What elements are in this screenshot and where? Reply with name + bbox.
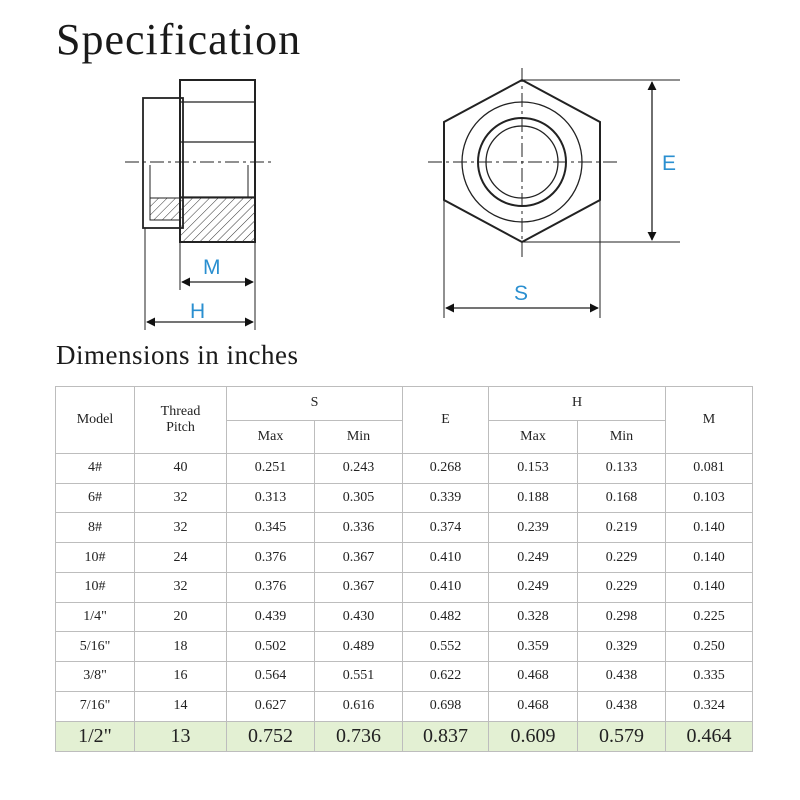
cell-pitch: 32 (135, 483, 227, 513)
cell-e: 0.410 (403, 572, 489, 602)
cell-h-max: 0.468 (489, 691, 578, 721)
cell-s-max: 0.313 (227, 483, 315, 513)
cell-h-max: 0.249 (489, 572, 578, 602)
s-dimension-label: S (514, 282, 529, 305)
col-header-s: S (227, 387, 403, 421)
cell-e: 0.698 (403, 691, 489, 721)
table-row (56, 662, 753, 692)
e-dimension-label: E (662, 152, 677, 175)
cell-h-min: 0.298 (578, 602, 666, 632)
thread-pitch-line1: Thread (160, 403, 201, 419)
cell-h-max: 0.468 (489, 662, 578, 692)
cell-m: 0.103 (666, 483, 753, 513)
nut-side-view (125, 80, 275, 330)
cell-s-max: 0.439 (227, 602, 315, 632)
cell-model: 7/16" (56, 691, 135, 721)
cell-e: 0.837 (403, 721, 489, 751)
cell-model: 1/2" (56, 721, 135, 751)
cell-s-min: 0.616 (315, 691, 403, 721)
col-header-m: M (666, 387, 753, 454)
col-header-h: H (489, 387, 666, 421)
table-row (56, 721, 753, 751)
cell-pitch: 24 (135, 543, 227, 573)
cell-m: 0.324 (666, 691, 753, 721)
table-row (56, 543, 753, 573)
cell-model: 5/16" (56, 632, 135, 662)
cell-m: 0.140 (666, 572, 753, 602)
cell-model: 3/8" (56, 662, 135, 692)
col-header-s-min: Min (315, 421, 403, 454)
cell-s-max: 0.564 (227, 662, 315, 692)
dimensions-table (55, 386, 753, 752)
cell-m: 0.140 (666, 513, 753, 543)
cell-s-min: 0.243 (315, 454, 403, 484)
cell-h-min: 0.438 (578, 691, 666, 721)
cell-h-min: 0.438 (578, 662, 666, 692)
cell-e: 0.374 (403, 513, 489, 543)
cell-s-max: 0.345 (227, 513, 315, 543)
cell-s-max: 0.752 (227, 721, 315, 751)
cell-h-max: 0.188 (489, 483, 578, 513)
cell-m: 0.250 (666, 632, 753, 662)
cell-h-max: 0.249 (489, 543, 578, 573)
table-row (56, 454, 753, 484)
cell-h-min: 0.133 (578, 454, 666, 484)
cell-e: 0.410 (403, 543, 489, 573)
cell-h-max: 0.328 (489, 602, 578, 632)
cell-h-max: 0.359 (489, 632, 578, 662)
table-row (56, 513, 753, 543)
cell-m: 0.081 (666, 454, 753, 484)
cell-s-min: 0.367 (315, 543, 403, 573)
table-row (56, 572, 753, 602)
cell-pitch: 18 (135, 632, 227, 662)
cell-e: 0.339 (403, 483, 489, 513)
cell-s-min: 0.489 (315, 632, 403, 662)
cell-m: 0.335 (666, 662, 753, 692)
cell-pitch: 13 (135, 721, 227, 751)
table-row (56, 691, 753, 721)
cell-pitch: 40 (135, 454, 227, 484)
cell-m: 0.225 (666, 602, 753, 632)
cell-s-min: 0.551 (315, 662, 403, 692)
m-dimension-label: M (203, 256, 221, 279)
cell-m: 0.464 (666, 721, 753, 751)
cell-s-min: 0.736 (315, 721, 403, 751)
cell-model: 10# (56, 572, 135, 602)
cell-h-min: 0.229 (578, 572, 666, 602)
cell-s-min: 0.336 (315, 513, 403, 543)
cell-s-max: 0.627 (227, 691, 315, 721)
cell-pitch: 32 (135, 513, 227, 543)
cell-model: 8# (56, 513, 135, 543)
cell-h-min: 0.579 (578, 721, 666, 751)
cell-model: 6# (56, 483, 135, 513)
table-row (56, 483, 753, 513)
col-header-model: Model (56, 387, 135, 454)
cell-pitch: 16 (135, 662, 227, 692)
cell-s-max: 0.376 (227, 572, 315, 602)
cell-e: 0.622 (403, 662, 489, 692)
cell-h-max: 0.153 (489, 454, 578, 484)
cell-model: 4# (56, 454, 135, 484)
cell-e: 0.268 (403, 454, 489, 484)
cell-model: 10# (56, 543, 135, 573)
technical-drawing (0, 60, 800, 350)
table-row (56, 602, 753, 632)
cell-s-max: 0.502 (227, 632, 315, 662)
cell-e: 0.482 (403, 602, 489, 632)
cell-h-min: 0.168 (578, 483, 666, 513)
col-header-h-min: Min (578, 421, 666, 454)
cell-s-min: 0.430 (315, 602, 403, 632)
nut-front-view (428, 68, 680, 318)
col-header-e: E (403, 387, 489, 454)
col-header-s-max: Max (227, 421, 315, 454)
cell-h-max: 0.239 (489, 513, 578, 543)
page-title: Specification (56, 15, 302, 64)
table-row (56, 632, 753, 662)
cell-m: 0.140 (666, 543, 753, 573)
table-caption: Dimensions in inches (56, 340, 299, 370)
cell-pitch: 32 (135, 572, 227, 602)
cell-e: 0.552 (403, 632, 489, 662)
cell-s-max: 0.251 (227, 454, 315, 484)
cell-pitch: 14 (135, 691, 227, 721)
cell-model: 1/4" (56, 602, 135, 632)
cell-h-min: 0.219 (578, 513, 666, 543)
col-header-h-max: Max (489, 421, 578, 454)
cell-h-min: 0.329 (578, 632, 666, 662)
cell-s-min: 0.367 (315, 572, 403, 602)
cell-s-max: 0.376 (227, 543, 315, 573)
thread-pitch-line2: Pitch (166, 420, 195, 435)
col-header-thread-pitch (135, 387, 227, 454)
cell-pitch: 20 (135, 602, 227, 632)
table-body (56, 454, 753, 752)
cell-h-min: 0.229 (578, 543, 666, 573)
cell-h-max: 0.609 (489, 721, 578, 751)
h-dimension-label: H (190, 300, 206, 323)
cell-s-min: 0.305 (315, 483, 403, 513)
